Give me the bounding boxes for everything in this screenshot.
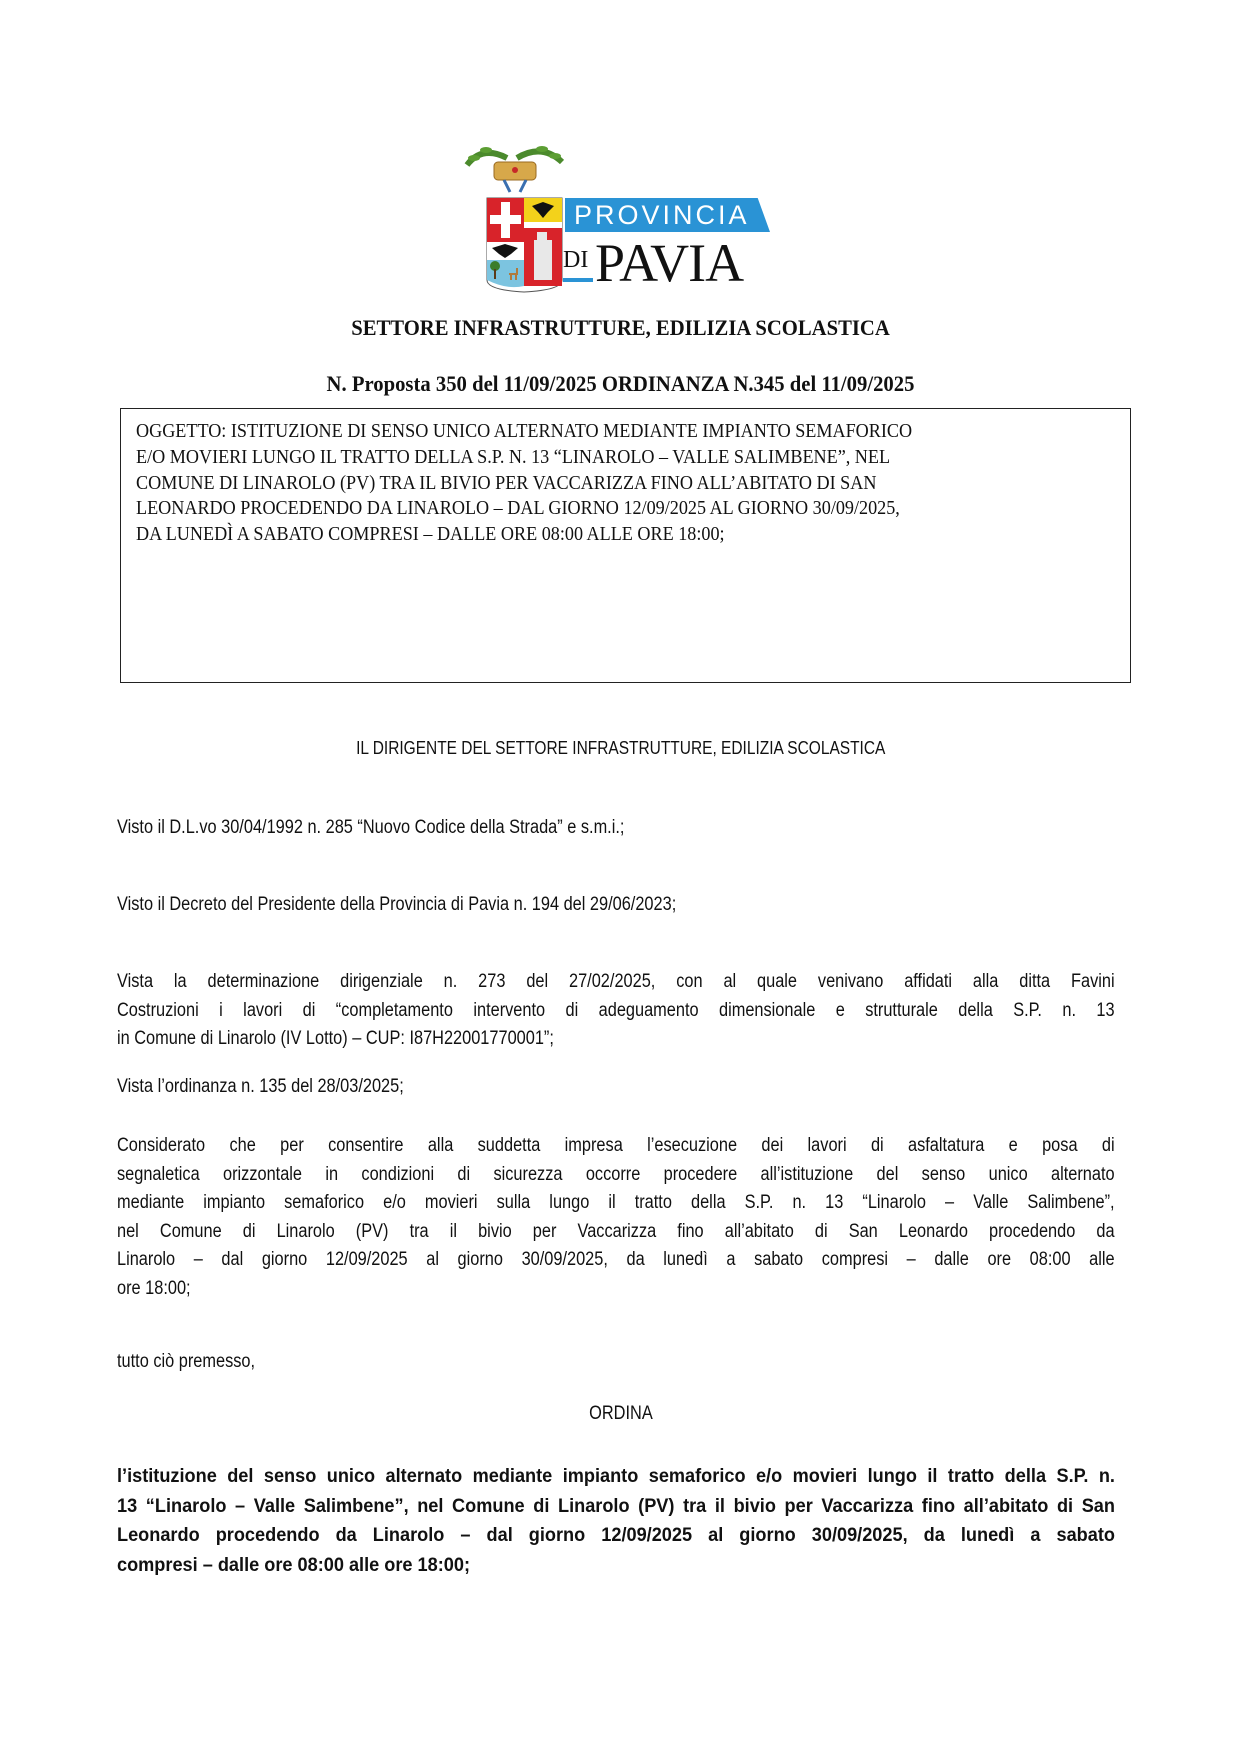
visto-decreto-paragraph xyxy=(117,891,767,920)
paragraph-line: Linarolo – dal giorno 12/09/2025 al giorno 30/09/2025, da lunedì a sabato compresi – dalle ore 08:00 alle xyxy=(117,1249,1115,1270)
logo-accent-bar xyxy=(563,278,593,282)
coat-of-arms-icon xyxy=(462,140,567,295)
paragraph-line: Vista la determinazione dirigenziale n. 273 del 27/02/2025, con al quale venivano affidati alla ditta Favini xyxy=(117,971,1115,992)
sector-title: SETTORE INFRASTRUTTURE, EDILIZIA SCOLASTICA xyxy=(351,315,890,340)
visto-codice-text: Visto il D.L.vo 30/04/1992 n. 285 “Nuovo Codice della Strada” e s.m.i.; xyxy=(117,817,625,838)
subject-line: LEONARDO PROCEDENDO DA LINAROLO – DAL GIORNO 12/09/2025 AL GIORNO 30/09/2025, xyxy=(136,498,900,520)
logo-text-di: DI xyxy=(563,247,589,273)
paragraph-line: Costruzioni i lavori di “completamento intervento di adeguamento dimensionale e strutturale della S.P. n. 13 xyxy=(117,999,1115,1021)
ordina-paragraph xyxy=(117,1462,1162,1580)
ordina-heading-text: ORDINA xyxy=(588,1403,653,1424)
paragraph-line: ore 18:00; xyxy=(117,1277,191,1299)
paragraph-line: in Comune di Linarolo (IV Lotto) – CUP: I87H22001770001”; xyxy=(117,1028,554,1049)
visto-decreto-text: Visto il Decreto del Presidente della Provincia di Pavia n. 194 del 29/06/2023; xyxy=(117,894,677,915)
ordina-heading xyxy=(0,1403,1241,1425)
subject-line: COMUNE DI LINAROLO (PV) TRA IL BIVIO PER VACCARIZZA FINO ALL’ABITATO DI SAN xyxy=(136,472,877,494)
vista-determinazione-paragraph xyxy=(117,968,1241,1054)
paragraph-line: nel Comune di Linarolo (PV) tra il bivio per Vaccarizza fino all’abitato di San Leonardo procedendo da xyxy=(117,1220,1115,1242)
paragraph-line: Leonardo procedendo da Linarolo – dal giorno 12/09/2025 al giorno 30/09/2025, da lunedì a sabato xyxy=(117,1525,1115,1546)
subject-box xyxy=(120,408,1131,683)
visto-codice-paragraph xyxy=(117,814,707,843)
vista-ordinanza-text: Vista l’ordinanza n. 135 del 28/03/2025; xyxy=(117,1076,404,1097)
premesso-paragraph xyxy=(117,1348,278,1377)
ordinance-reference: N. Proposta 350 del 11/09/2025 ORDINANZA N.345 del 11/09/2025 xyxy=(326,371,915,396)
paragraph-line: 13 “Linarolo – Valle Salimbene”, nel Comune di Linarolo (PV) tra il bivio per Vaccarizza fino all’abitato di San xyxy=(117,1495,1115,1517)
vista-ordinanza-paragraph xyxy=(117,1073,450,1102)
dirigente-heading-text: IL DIRIGENTE DEL SETTORE INFRASTRUTTURE, EDILIZIA SCOLASTICA xyxy=(355,738,886,758)
subject-line: OGGETTO: ISTITUZIONE DI SENSO UNICO ALTERNATO MEDIANTE IMPIANTO SEMAFORICO xyxy=(136,421,913,442)
paragraph-line: compresi – dalle ore 08:00 alle ore 18:00; xyxy=(117,1554,471,1576)
considerato-paragraph xyxy=(117,1132,1241,1303)
subject-text xyxy=(136,419,1066,548)
logo-text-provincia: PROVINCIA xyxy=(574,200,750,230)
dirigente-heading xyxy=(0,738,1241,759)
provincia-di-pavia-logo xyxy=(462,140,782,295)
logo-text-pavia: PAVIA xyxy=(595,233,744,293)
shield-icon xyxy=(487,198,562,292)
paragraph-line: Considerato che per consentire alla suddetta impresa l’esecuzione dei lavori di asfaltatura e posa di xyxy=(117,1135,1115,1156)
subject-line: DA LUNEDÌ A SABATO COMPRESI – DALLE ORE 08:00 ALLE ORE 18:00; xyxy=(136,524,725,546)
premesso-text: tutto ciò premesso, xyxy=(117,1351,256,1372)
paragraph-line: l’istituzione del senso unico alternato mediante impianto semaforico e/o movieri lungo il tratto della S.P. n. xyxy=(117,1466,1115,1487)
paragraph-line: mediante impianto semaforico e/o movieri sulla lungo il tratto della S.P. n. 13 “Linarolo – Valle Salimbene”, xyxy=(117,1192,1115,1213)
subject-line: E/O MOVIERI LUNGO IL TRATTO DELLA S.P. N. 13 “LINAROLO – VALLE SALIMBENE”, NEL xyxy=(136,446,891,468)
paragraph-line: segnaletica orizzontale in condizioni di sicurezza occorre procedere all’istituzione del senso unico alternato xyxy=(117,1163,1115,1185)
